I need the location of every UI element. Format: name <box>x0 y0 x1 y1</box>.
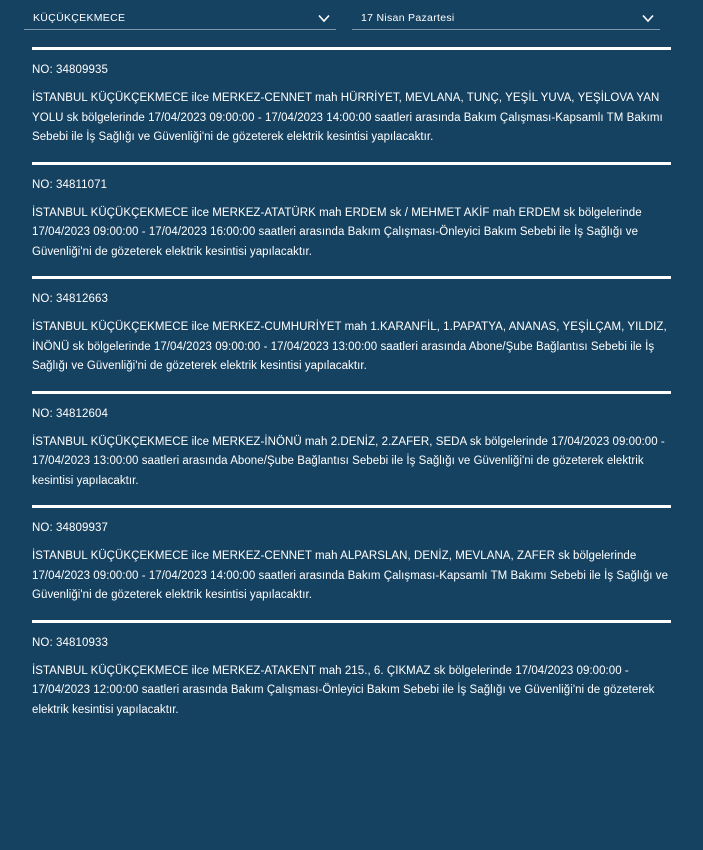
date-select[interactable] <box>352 6 660 30</box>
list-item[interactable] <box>0 165 703 277</box>
entry-number: NO: 34809935 <box>32 64 109 76</box>
entry-description: İSTANBUL KÜÇÜKÇEKMECE ilce MERKEZ-ATATÜRK mah ERDEM sk / MEHMET AKİF mah ERDEM sk bölgelerinde 17/04/2023 09:00:00 - 17/04/2023 16:00:00 saatleri arasında Bakım Çalışması-Önleyici Bakım Sebebi ile İş Sağlığı ve Güvenliği'ni de gözeterek elektrik kesintisi yapılacaktır. <box>32 206 642 258</box>
entry-description: İSTANBUL KÜÇÜKÇEKMECE ilce MERKEZ-CUMHURİYET mah 1.KARANFİL, 1.PAPATYA, ANANAS, YEŞİLÇAM, YILDIZ, İNÖNÜ sk bölgelerinde 17/04/2023 09:00:00 - 17/04/2023 13:00:00 saatleri arasında Abone/Şube Bağlantısı Sebebi ile İş Sağlığı ve Güvenliği'ni de gözeterek elektrik kesintisi yapılacaktır. <box>32 321 667 372</box>
entry-number: NO: 34812663 <box>32 293 109 305</box>
list-item[interactable] <box>0 623 703 735</box>
entry-number: NO: 34809937 <box>32 522 109 534</box>
chevron-down-icon[interactable] <box>316 10 332 26</box>
entry-number: NO: 34810933 <box>32 636 109 649</box>
chevron-down-icon[interactable] <box>640 10 656 26</box>
entry-description: İSTANBUL KÜÇÜKÇEKMECE ilce MERKEZ-İNÖNÜ mah 2.DENİZ, 2.ZAFER, SEDA sk bölgelerinde 17/04/2023 09:00:00 - 17/04/2023 13:00:00 saatleri arasında Abone/Şube Bağlantısı Sebebi ile İş Sağlığı ve Güvenliği'ni de gözeterek elektrik kesintisi yapılacaktır. <box>32 435 665 487</box>
entry-number: NO: 34812604 <box>32 407 109 420</box>
list-item[interactable] <box>0 394 703 506</box>
date-select-value: 17 Nisan Pazartesi <box>361 11 455 24</box>
entry-description: İSTANBUL KÜÇÜKÇEKMECE ilce MERKEZ-ATAKENT mah 215., 6. ÇIKMAZ sk bölgelerinde 17/04/2023 09:00:00 - 17/04/2023 12:00:00 saatleri arasında Bakım Çalışması-Önleyici Bakım Sebebi ile İş Sağlığı ve Güvenliği'ni de gözeterek elektrik kesintisi yapılacaktır. <box>32 664 655 716</box>
district-select-value: KÜÇÜKÇEKMECE <box>33 11 126 24</box>
list-item[interactable] <box>0 50 703 162</box>
filter-bar <box>0 0 703 30</box>
entry-number: NO: 34811071 <box>32 178 108 191</box>
district-select[interactable] <box>24 6 336 30</box>
list-item[interactable] <box>0 279 703 391</box>
list-item[interactable] <box>0 508 703 620</box>
outage-list <box>0 47 703 734</box>
entry-description: İSTANBUL KÜÇÜKÇEKMECE ilce MERKEZ-CENNET mah ALPARSLAN, DENİZ, MEVLANA, ZAFER sk bölgelerinde 17/04/2023 09:00:00 - 17/04/2023 14:00:00 saatleri arasında Bakım Çalışması-Kapsamlı TM Bakımı Sebebi ile İş Sağlığı ve Güvenliği'ni de gözeterek elektrik kesintisi yapılacaktır. <box>32 550 669 601</box>
entry-description: İSTANBUL KÜÇÜKÇEKMECE ilce MERKEZ-CENNET mah HÜRRİYET, MEVLANA, TUNÇ, YEŞİL YUVA, YEŞİLOVA YAN YOLU sk bölgelerinde 17/04/2023 09:00:00 - 17/04/2023 14:00:00 saatleri arasında Bakım Çalışması-Kapsamlı TM Bakımı Sebebi ile İş Sağlığı ve Güvenliği'ni de gözeterek elektrik kesintisi yapılacaktır. <box>32 92 663 143</box>
